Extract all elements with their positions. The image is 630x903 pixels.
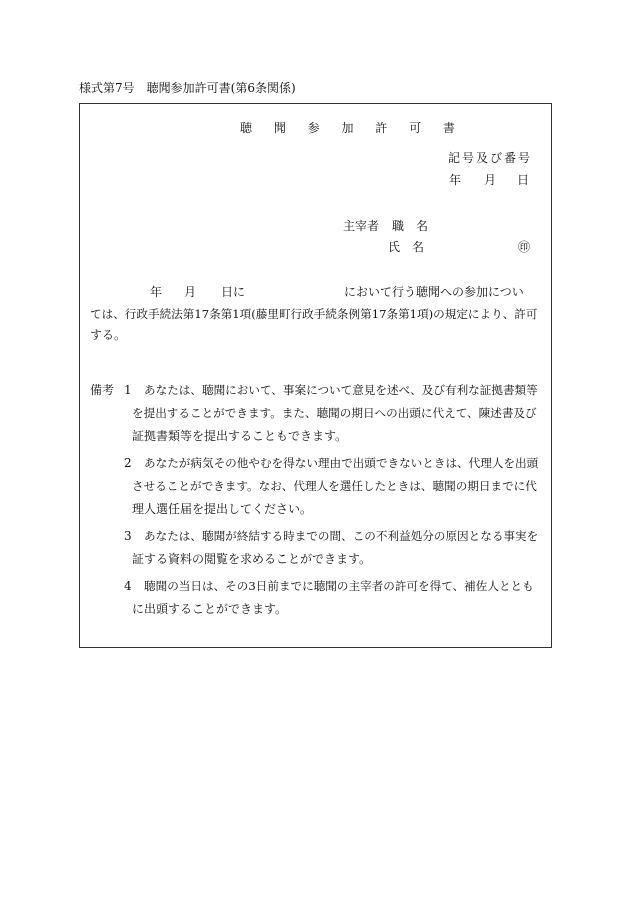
note-line: 証拠書類等を提出することもできます。 [132,429,348,443]
body-day: 日に [221,285,246,299]
note-line: を提出することができます。また、聴聞の期日への出頭に代えて、陳述書及び [132,406,537,420]
note-line: あなたは、聴聞が終結する時までの間、この不利益処分の原因となる事実を [144,529,539,543]
note-number: 2 [124,456,132,470]
body-year: 年 [150,285,163,299]
body-line-3: する。 [90,328,127,342]
date-day: 日 [517,173,530,187]
date-year: 年 [449,173,462,187]
notes-label: 備考 [90,383,115,397]
document-title: 聴 聞 参 加 許 可 書 [240,121,464,135]
host-name-label: 氏 名 [388,240,425,254]
host-label: 主宰者 [343,219,380,233]
host-position-label: 職 名 [392,219,429,233]
body-month: 月 [184,285,197,299]
note-line: あなたが病気その他やむを得ない理由で出頭できないときは、代理人を出頭 [144,456,539,470]
note-number: 1 [124,383,132,397]
note-line: に出頭することができます。 [132,602,288,616]
note-line: 証する資料の閲覧を求めることができます。 [132,552,372,566]
note-line: させることができます。なお、代理人を選任したときは、聴聞の期日までに代 [132,479,537,493]
note-line: 聴聞の当日は、その3日前までに聴聞の主宰者の許可を得て、補佐人ととも [144,579,534,593]
doc-number-label: 記号及び番号 [448,151,533,165]
seal-mark: ㊞ [518,240,531,254]
date-month: 月 [484,173,497,187]
note-number: 4 [124,579,132,593]
body-line-2: ては、行政手続法第17条第1項(藤里町行政手続条例第17条第1項)の規定により、許可 [90,307,538,321]
body-line-1: において行う聴聞への参加につい [344,285,524,299]
note-number: 3 [124,529,132,543]
form-label: 様式第7号 聴聞参加許可書(第6条関係) [79,81,296,95]
note-line: あなたは、聴聞において、事案について意見を述べ、及び有利な証拠書類等 [144,383,538,397]
note-line: 理人選任届を提出してください。 [132,502,313,516]
